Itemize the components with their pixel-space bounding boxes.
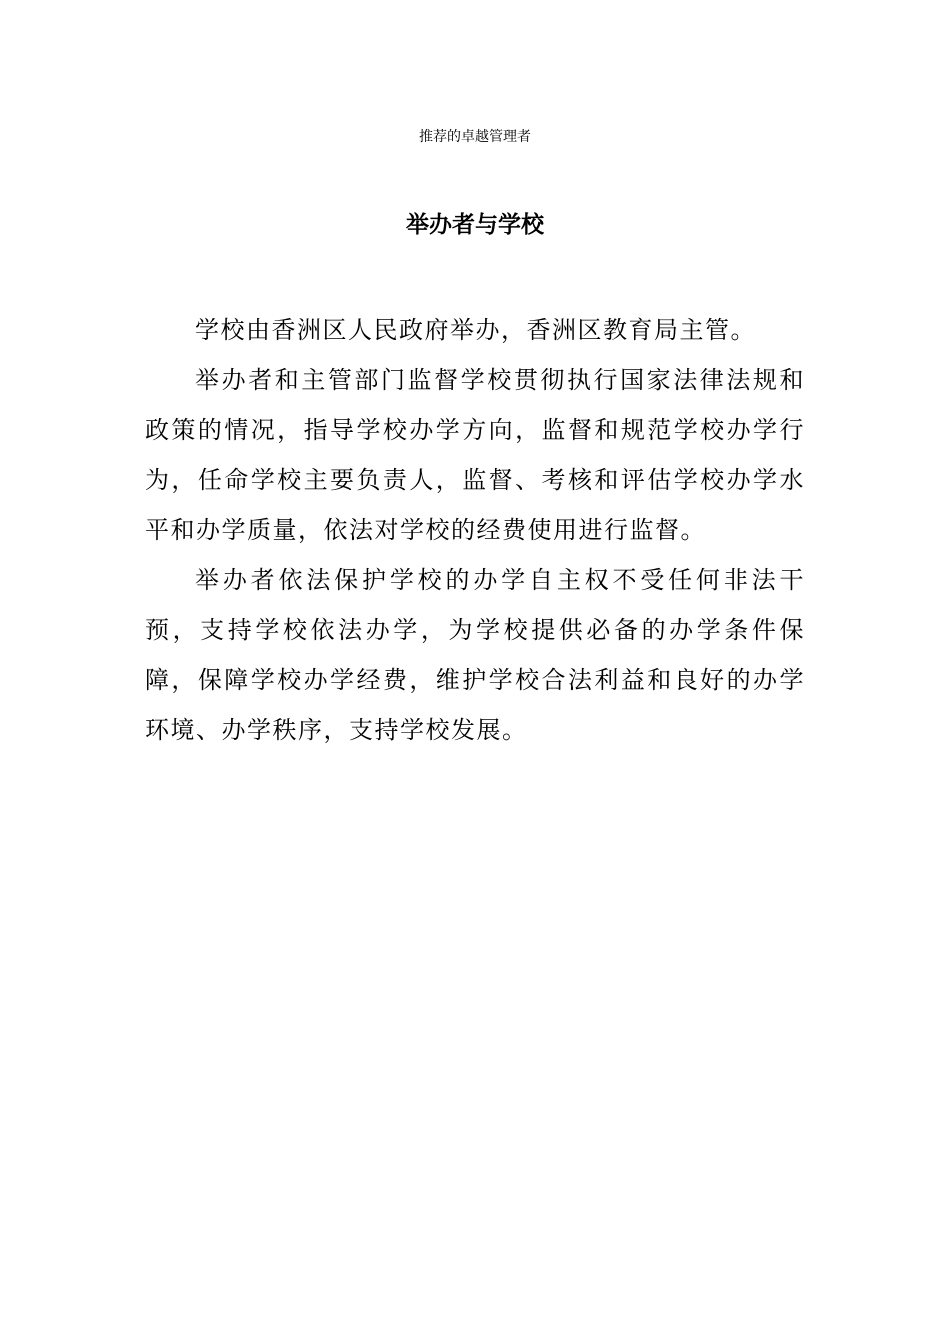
- paragraph-1: 学校由香洲区人民政府举办，香洲区教育局主管。: [195, 316, 756, 344]
- running-header: 推荐的卓越管理者: [419, 129, 531, 145]
- document-title: 举办者与学校: [406, 212, 544, 238]
- paragraph-2: 举办者和主管部门监督学校贯彻执行国家法律法规和政策的情况，指导学校办学方向，监督和规范学校办学行为，任命学校主要负责人，监督、考核和评估学校办学水平和办学质量，依法对学校的经费使用进行监督。: [145, 366, 805, 544]
- document-body: [145, 305, 805, 755]
- paragraph-3: 举办者依法保护学校的办学自主权不受任何非法干预，支持学校依法办学，为学校提供必备的办学条件保障，保障学校办学经费，维护学校合法利益和良好的办学环境、办学秩序，支持学校发展。: [145, 566, 805, 744]
